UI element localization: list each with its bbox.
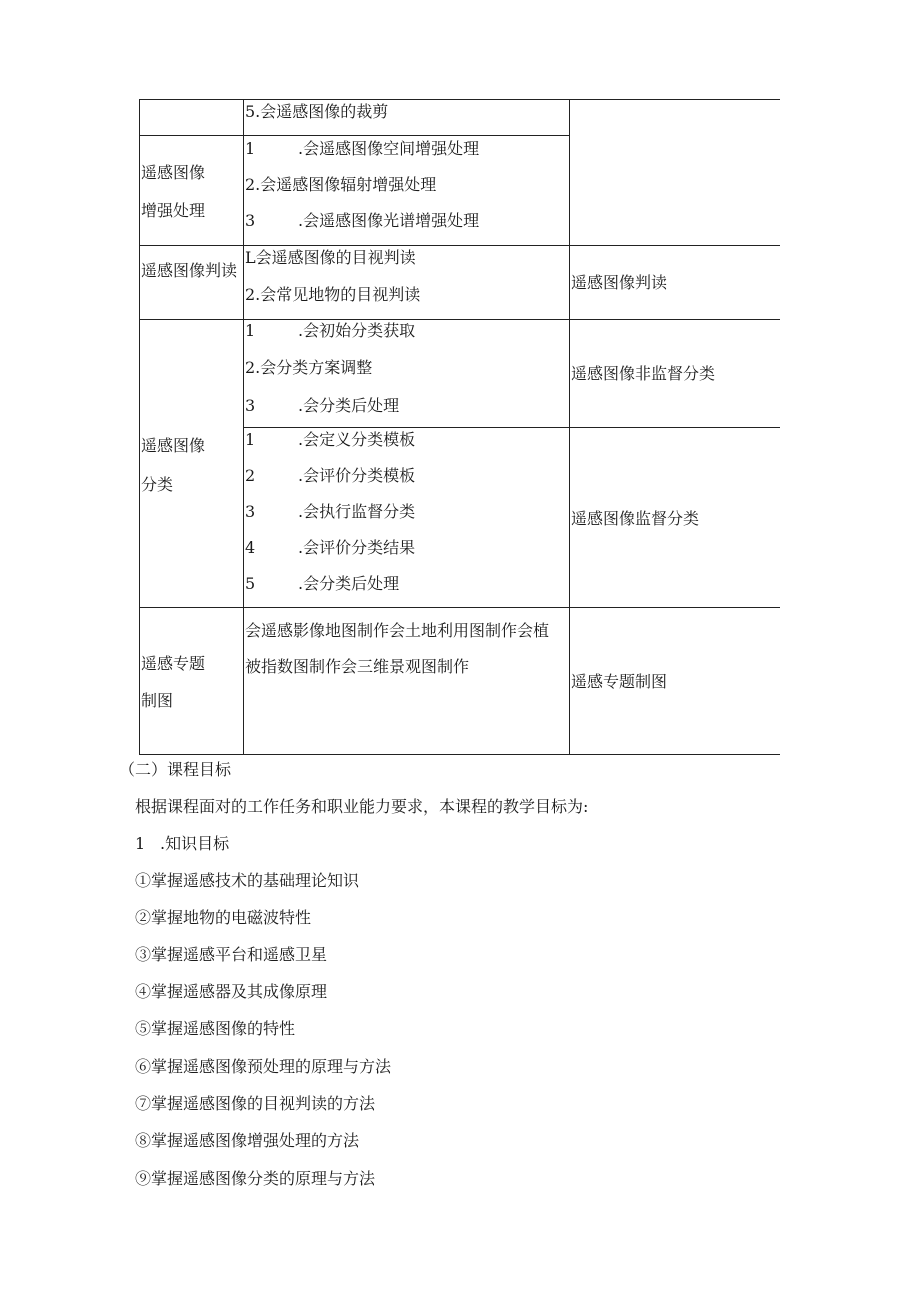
category-label: 增强处理: [141, 201, 206, 220]
objective-item: ③掌握遥感平台和遥感卫星: [135, 945, 328, 964]
category-label: 制图: [141, 691, 174, 710]
skill-number: 4: [245, 538, 256, 557]
skill-text: .会评价分类结果: [298, 538, 416, 557]
skill-text: 2.会常见地物的目视判读: [245, 285, 421, 304]
subsection-heading: .知识目标: [160, 834, 230, 853]
skill-text: .会分类后处理: [298, 574, 400, 593]
skill-text: .会遥感图像光谱增强处理: [298, 211, 480, 230]
objective-item: ⑥掌握遥感图像预处理的原理与方法: [135, 1057, 392, 1076]
skill-text: 2.会分类方案调整: [245, 358, 373, 377]
section-heading: （二）课程目标: [119, 760, 232, 779]
category-label: 遥感专题: [141, 654, 206, 673]
subsection-number: 1: [135, 834, 146, 853]
skill-number: 2: [245, 466, 256, 485]
skill-number: 5: [245, 574, 256, 593]
skill-number: 1: [245, 430, 256, 449]
table-row-divider: [139, 135, 569, 136]
category-label: 遥感图像: [141, 163, 206, 182]
task-label: 遥感专题制图: [571, 672, 668, 691]
skill-number: 3: [245, 211, 256, 230]
skill-text: .会定义分类模板: [298, 430, 416, 449]
skill-text: 被指数图制作会三维景观图制作: [245, 657, 470, 676]
category-label: 分类: [141, 475, 174, 494]
task-label: 遥感图像判读: [571, 273, 668, 292]
skill-number: 3: [245, 396, 256, 415]
objective-item: ②掌握地物的电磁波特性: [135, 908, 312, 927]
table-border-bottom: [139, 754, 780, 755]
objective-item: ④掌握遥感器及其成像原理: [135, 982, 328, 1001]
skill-text: .会初始分类获取: [298, 321, 416, 340]
skill-number: 1: [245, 321, 256, 340]
table-row-divider: [139, 607, 780, 608]
category-label: 遥感图像: [141, 436, 206, 455]
objective-item: ①掌握遥感技术的基础理论知识: [135, 871, 360, 890]
table-row-divider: [243, 427, 780, 428]
skill-number: 3: [245, 502, 256, 521]
objective-item: ⑦掌握遥感图像的目视判读的方法: [135, 1094, 376, 1113]
skill-number: 1: [245, 139, 256, 158]
table-row-divider: [139, 319, 780, 320]
skill-text: 会遥感影像地图制作会土地利用图制作会植: [245, 621, 550, 640]
skill-text: 2.会遥感图像辐射增强处理: [245, 175, 437, 194]
skill-text: 5.会遥感图像的裁剪: [245, 102, 389, 121]
category-label: 遥感图像判读: [141, 261, 238, 280]
table-border-left: [139, 99, 140, 754]
skill-text: .会分类后处理: [298, 396, 400, 415]
intro-paragraph: 根据课程面对的工作任务和职业能力要求，本课程的教学目标为:: [135, 797, 589, 816]
objective-item: ⑧掌握遥感图像增强处理的方法: [135, 1131, 360, 1150]
skill-text: L会遥感图像的目视判读: [245, 248, 416, 267]
task-label: 遥感图像非监督分类: [571, 364, 716, 383]
skill-text: .会遥感图像空间增强处理: [298, 139, 480, 158]
objective-item: ⑨掌握遥感图像分类的原理与方法: [135, 1169, 376, 1188]
skill-text: .会执行监督分类: [298, 502, 416, 521]
objective-item: ⑤掌握遥感图像的特性: [135, 1019, 296, 1038]
table-row-divider: [139, 245, 780, 246]
table-border-top: [139, 99, 780, 100]
skill-text: .会评价分类模板: [298, 466, 416, 485]
task-label: 遥感图像监督分类: [571, 509, 700, 528]
